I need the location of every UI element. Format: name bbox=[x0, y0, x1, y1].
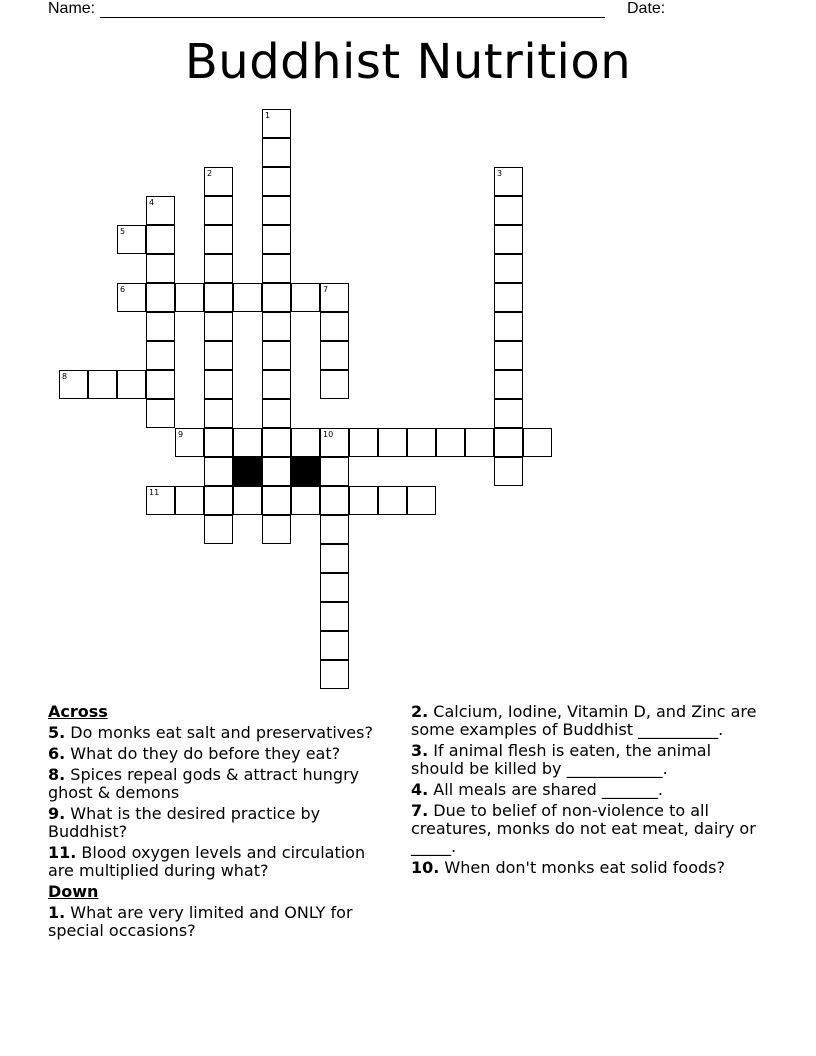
clue-item bbox=[48, 766, 393, 802]
grid-cell[interactable] bbox=[378, 486, 407, 515]
grid-cell[interactable] bbox=[262, 283, 291, 312]
grid-cell[interactable] bbox=[320, 341, 349, 370]
grid-cell[interactable] bbox=[204, 428, 233, 457]
clue-item bbox=[411, 742, 761, 778]
grid-cell[interactable] bbox=[494, 254, 523, 283]
grid-cell[interactable] bbox=[349, 486, 378, 515]
clue-item-text: When don't monks eat solid foods? bbox=[439, 858, 725, 877]
clue-item bbox=[48, 724, 393, 742]
clue-item-number: 4. bbox=[411, 780, 429, 799]
grid-cell[interactable] bbox=[117, 283, 146, 312]
clue-item-text: Due to belief of non-violence to all creatures, monks do not eat meat, dairy or _____. bbox=[411, 801, 756, 856]
grid-cell[interactable] bbox=[262, 196, 291, 225]
across-heading: Across bbox=[48, 702, 108, 721]
grid-cell[interactable] bbox=[320, 486, 349, 515]
grid-cell[interactable] bbox=[146, 486, 175, 515]
grid-cell[interactable] bbox=[465, 428, 494, 457]
clue-item-text: Blood oxygen levels and circulation are multiplied during what? bbox=[48, 843, 366, 880]
grid-cell[interactable] bbox=[494, 283, 523, 312]
grid-cell[interactable] bbox=[146, 196, 175, 225]
grid-cell[interactable] bbox=[320, 602, 349, 631]
grid-cell[interactable] bbox=[146, 254, 175, 283]
grid-cell[interactable] bbox=[146, 341, 175, 370]
grid-cell[interactable] bbox=[146, 399, 175, 428]
clue-item-number: 7. bbox=[411, 801, 429, 820]
grid-cell[interactable] bbox=[233, 283, 262, 312]
grid-cell[interactable] bbox=[204, 283, 233, 312]
clue-item-text: What are very limited and ONLY for special occasions? bbox=[48, 903, 353, 940]
clue-number: 6 bbox=[120, 285, 126, 294]
grid-cell[interactable] bbox=[494, 196, 523, 225]
clue-item-number: 11. bbox=[48, 843, 77, 862]
grid-cell[interactable] bbox=[262, 109, 291, 138]
grid-cell[interactable] bbox=[523, 428, 552, 457]
clue-number: 10 bbox=[323, 430, 334, 439]
grid-cell[interactable] bbox=[262, 457, 291, 486]
grid-cell[interactable] bbox=[320, 573, 349, 602]
clue-item bbox=[48, 745, 393, 763]
clue-item-text: If animal flesh is eaten, the animal should be killed by ____________. bbox=[411, 741, 712, 778]
clue-item bbox=[48, 805, 393, 841]
grid-cell[interactable] bbox=[494, 370, 523, 399]
grid-cell[interactable] bbox=[59, 370, 88, 399]
clue-item-text: Spices repeal gods & attract hungry ghost & demons bbox=[48, 765, 360, 802]
grid-cell[interactable] bbox=[262, 515, 291, 544]
clue-number: 7 bbox=[323, 285, 329, 294]
grid-cell[interactable] bbox=[175, 486, 204, 515]
grid-cell[interactable] bbox=[378, 428, 407, 457]
grid-cell[interactable] bbox=[436, 428, 465, 457]
clue-item bbox=[48, 904, 393, 940]
clue-item bbox=[411, 703, 761, 739]
grid-cell[interactable] bbox=[494, 167, 523, 196]
across-clue-list bbox=[48, 724, 393, 880]
grid-cell[interactable] bbox=[262, 225, 291, 254]
grid-cell[interactable] bbox=[494, 428, 523, 457]
grid-cell[interactable] bbox=[204, 312, 233, 341]
clue-item-text: What do they do before they eat? bbox=[65, 744, 341, 763]
clue-number: 5 bbox=[120, 227, 126, 236]
grid-cell[interactable] bbox=[407, 486, 436, 515]
grid-cell[interactable] bbox=[88, 370, 117, 399]
grid-cell[interactable] bbox=[320, 457, 349, 486]
clue-item-number: 1. bbox=[48, 903, 66, 922]
grid-cell[interactable] bbox=[320, 631, 349, 660]
clue-item bbox=[411, 802, 761, 856]
grid-cell[interactable] bbox=[146, 225, 175, 254]
grid-cell[interactable] bbox=[233, 486, 262, 515]
grid-cell[interactable] bbox=[204, 457, 233, 486]
grid-cell[interactable] bbox=[494, 457, 523, 486]
grid-cell[interactable] bbox=[291, 428, 320, 457]
grid-cell[interactable] bbox=[146, 370, 175, 399]
grid-cell[interactable] bbox=[262, 254, 291, 283]
grid-cell[interactable] bbox=[262, 312, 291, 341]
clue-number: 4 bbox=[149, 198, 155, 207]
grid-cell[interactable] bbox=[320, 312, 349, 341]
clue-item bbox=[48, 844, 393, 880]
grid-cell[interactable] bbox=[146, 283, 175, 312]
grid-cell[interactable] bbox=[117, 225, 146, 254]
grid-cell[interactable] bbox=[320, 660, 349, 689]
grid-cell[interactable] bbox=[320, 370, 349, 399]
clue-number: 1 bbox=[265, 111, 271, 120]
clues-right bbox=[411, 703, 761, 880]
down-heading: Down bbox=[48, 882, 99, 901]
grid-cell[interactable] bbox=[494, 312, 523, 341]
clue-number: 2 bbox=[207, 169, 213, 178]
grid-cell[interactable] bbox=[320, 428, 349, 457]
grid-cell[interactable] bbox=[204, 399, 233, 428]
clue-item-text: What is the desired practice by Buddhist? bbox=[48, 804, 321, 841]
grid-cell[interactable] bbox=[204, 486, 233, 515]
clue-number: 9 bbox=[178, 430, 184, 439]
grid-block bbox=[291, 457, 320, 486]
grid-cell[interactable] bbox=[494, 399, 523, 428]
grid-block bbox=[233, 457, 262, 486]
clue-item-text: Do monks eat salt and preservatives? bbox=[65, 723, 373, 742]
grid-cell[interactable] bbox=[204, 225, 233, 254]
clue-number: 3 bbox=[497, 169, 503, 178]
grid-cell[interactable] bbox=[233, 428, 262, 457]
grid-cell[interactable] bbox=[291, 283, 320, 312]
page-title: Buddhist Nutrition bbox=[184, 34, 632, 90]
grid-cell[interactable] bbox=[320, 544, 349, 573]
clue-item-number: 10. bbox=[411, 858, 440, 877]
clue-item bbox=[411, 781, 761, 799]
grid-cell[interactable] bbox=[349, 428, 378, 457]
grid-cell[interactable] bbox=[262, 138, 291, 167]
clue-item-number: 3. bbox=[411, 741, 429, 760]
grid-cell[interactable] bbox=[320, 515, 349, 544]
clue-item-number: 8. bbox=[48, 765, 66, 784]
grid-cell[interactable] bbox=[204, 254, 233, 283]
clue-item-number: 9. bbox=[48, 804, 66, 823]
grid-cell[interactable] bbox=[262, 370, 291, 399]
grid-cell[interactable] bbox=[204, 370, 233, 399]
clue-item bbox=[411, 859, 761, 877]
clue-item-number: 2. bbox=[411, 702, 429, 721]
clue-item-number: 6. bbox=[48, 744, 66, 763]
grid-cell[interactable] bbox=[146, 312, 175, 341]
grid-cell[interactable] bbox=[117, 370, 146, 399]
grid-cell[interactable] bbox=[204, 167, 233, 196]
down-clue-list bbox=[48, 904, 393, 940]
grid-cell[interactable] bbox=[262, 167, 291, 196]
grid-cell[interactable] bbox=[262, 486, 291, 515]
grid-cell[interactable] bbox=[262, 428, 291, 457]
clue-item-number: 5. bbox=[48, 723, 66, 742]
grid-cell[interactable] bbox=[175, 428, 204, 457]
grid-cell[interactable] bbox=[407, 428, 436, 457]
grid-cell[interactable] bbox=[494, 225, 523, 254]
grid-cell[interactable] bbox=[204, 196, 233, 225]
date-label: Date: bbox=[627, 0, 666, 17]
clue-number: 11 bbox=[149, 488, 160, 497]
grid-cell[interactable] bbox=[204, 341, 233, 370]
grid-cell[interactable] bbox=[291, 486, 320, 515]
clue-item-text: All meals are shared _______. bbox=[428, 780, 663, 799]
clue-number: 8 bbox=[62, 372, 68, 381]
clue-item-text: Calcium, Iodine, Vitamin D, and Zinc are some examples of Buddhist __________. bbox=[411, 702, 757, 739]
down-clue-list-continued bbox=[411, 703, 761, 877]
grid-cell[interactable] bbox=[204, 515, 233, 544]
clues-left bbox=[48, 703, 393, 943]
grid-cell[interactable] bbox=[262, 341, 291, 370]
grid-cell[interactable] bbox=[262, 399, 291, 428]
grid-cell[interactable] bbox=[175, 283, 204, 312]
name-label: Name: bbox=[48, 0, 96, 17]
grid-cell[interactable] bbox=[494, 341, 523, 370]
grid-cell[interactable] bbox=[320, 283, 349, 312]
